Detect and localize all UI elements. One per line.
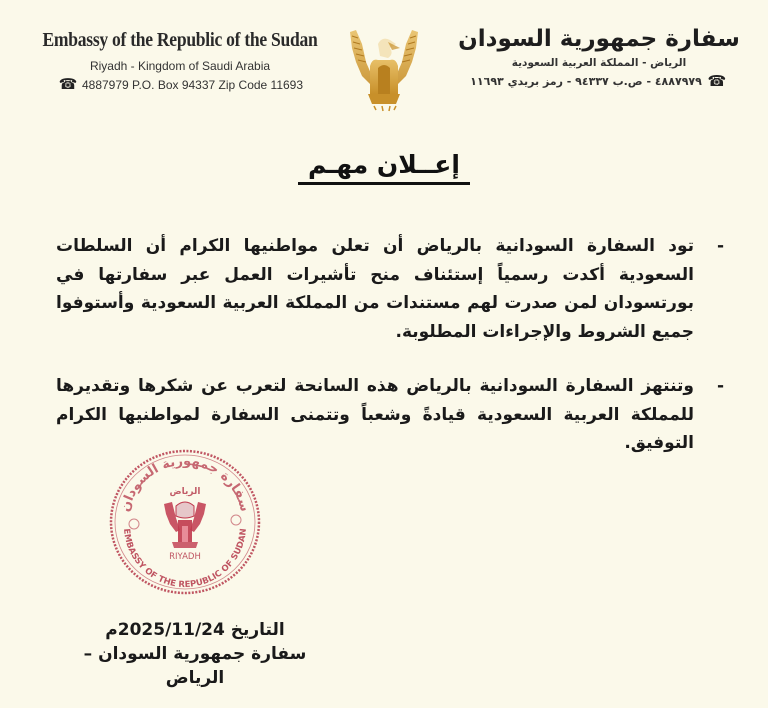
signatory: سفارة جمهورية السودان – الرياض: [83, 644, 307, 688]
date-label: التاريخ: [230, 620, 285, 640]
contact-arabic: [444, 74, 754, 88]
notice-paragraph-1: [56, 232, 724, 346]
seal-arabic-center: الرياض: [169, 487, 201, 497]
letterhead-english: [20, 30, 340, 92]
location-arabic: الرياض - المملكة العربية السعودية: [511, 57, 687, 69]
date-line: [60, 618, 330, 642]
telephone-icon: ☎: [707, 72, 727, 90]
date-value: 2025/11/24م: [105, 620, 225, 640]
contact-details-english: 4887979 P.O. Box 94337 Zip Code 11693: [81, 78, 304, 92]
embassy-name-arabic: سفارة جمهورية السودان: [458, 26, 740, 52]
seal-english-center: RIYADH: [169, 552, 201, 562]
location-english: Riyadh - Kingdom of Saudi Arabia: [89, 59, 271, 73]
paragraph-text: وتنتهز السفارة السودانية بالرياض هذه السانحة لتعرب عن شكرها وتقديرها للمملكة العربية السعودية قيادةً وشعباً وتتمنى السفارة لمواطنيها الكرام التوفيق.: [56, 376, 694, 453]
notice-heading-container: [0, 150, 768, 185]
bullet-dash: -: [716, 376, 724, 396]
sudan-emblem-icon: [342, 14, 426, 114]
signature-block: [60, 618, 330, 690]
seal-english-ring: EMBASSY OF THE REPUBLIC OF SUDAN: [121, 527, 250, 591]
notice-heading: إعــلان مهـم: [298, 150, 470, 185]
embassy-name-english: Embassy of the Republic of the Sudan: [42, 30, 318, 51]
letterhead-arabic: [444, 26, 754, 88]
paragraph-text: تود السفارة السودانية بالرياض أن تعلن مواطنيها الكرام أن السلطات السعودية أكدت رسمياً إستئناف منح تأشيرات العمل عبر سفارتها في بورتسودان لمن صدرت لهم مستندات من المملكة العربية السعودية وأستوفوا جميع الشروط والإجراءات المطلوبة.: [56, 236, 694, 342]
bullet-dash: -: [716, 236, 724, 256]
notice-paragraph-2: [56, 372, 724, 458]
embassy-seal-stamp: [106, 446, 264, 598]
contact-english: [20, 78, 340, 92]
telephone-icon: ☎: [58, 76, 78, 93]
seal-arabic-ring: سفارة جمهورية السودان: [117, 453, 253, 514]
contact-details-arabic: ٤٨٨٧٩٧٩ - ص.ب ٩٤٣٣٧ - رمز بريدي ١١٦٩٣: [470, 74, 702, 88]
